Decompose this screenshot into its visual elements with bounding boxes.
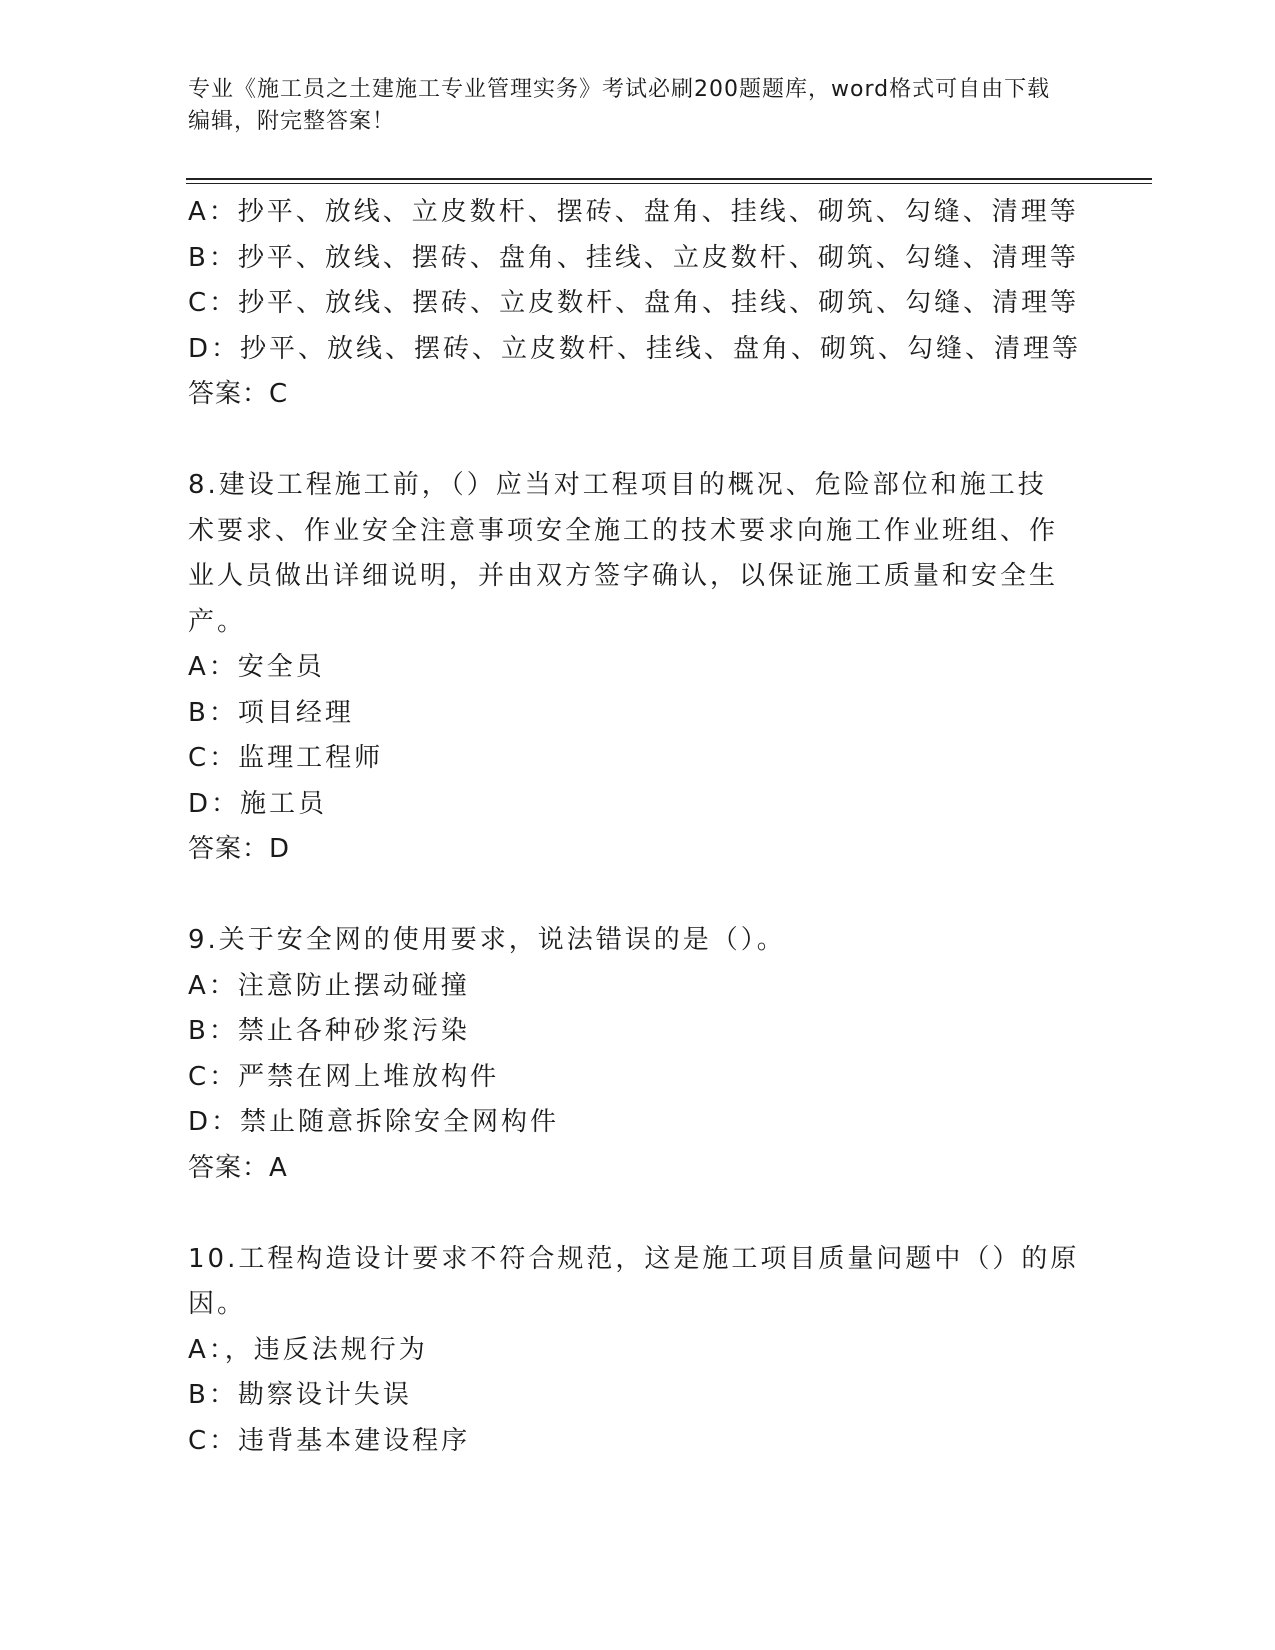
answer: 答案：A [188,1152,288,1183]
option-b: B：抄平、放线、摆砖、盘角、挂线、立皮数杆、砌筑、勾缝、清理等 [188,242,1079,273]
option-c: C：监理工程师 [188,743,384,773]
question-stem-line: 10.工程构造设计要求不符合规范，这是施工项目质量问题中（）的原 [188,1243,1080,1274]
spacer [188,1191,1088,1237]
question-10 [188,1237,1088,1465]
header-rule-thick [186,178,1152,180]
option-c: C：违背基本建设程序 [188,1425,471,1456]
question-8 [188,463,1088,873]
question-stem-line: 业人员做出详细说明，并由双方签字确认，以保证施工质量和安全生 [188,561,1059,591]
question-stem-line: 因。 [188,1289,247,1319]
question-7 [188,190,1088,418]
option-d: D：抄平、放线、摆砖、立皮数杆、挂线、盘角、砌筑、勾缝、清理等 [188,333,1082,364]
spacer [188,418,1088,464]
option-c: C：严禁在网上堆放构件 [188,1061,500,1092]
option-b: B：禁止各种砂浆污染 [188,1016,470,1046]
option-a: A：安全员 [188,652,325,682]
option-d: D：禁止随意拆除安全网构件 [188,1107,560,1137]
option-b: B：勘察设计失误 [188,1380,412,1410]
option-a: A：注意防止摆动碰撞 [188,970,470,1001]
question-stem-line: 8.建设工程施工前，（）应当对工程项目的概况、危险部位和施工技 [188,470,1047,500]
option-c: C：抄平、放线、摆砖、立皮数杆、盘角、挂线、砌筑、勾缝、清理等 [188,288,1080,318]
option-a: A：，违反法规行为 [188,1334,428,1365]
header-rule-thin [186,183,1152,184]
question-9 [188,918,1088,1191]
answer: 答案：D [188,834,291,864]
option-a: A：抄平、放线、立皮数杆、摆砖、盘角、挂线、砌筑、勾缝、清理等 [188,197,1079,227]
option-b: B：项目经理 [188,697,354,728]
question-content [188,190,1088,1464]
spacer [188,873,1088,919]
question-stem-line: 9.关于安全网的使用要求，说法错误的是（）。 [188,925,786,955]
question-stem-line: 术要求、作业安全注意事项安全施工的技术要求向施工作业班组、作 [188,515,1059,546]
document-header: 专业《施工员之土建施工专业管理实务》考试必刷200题题库，word格式可自由下载编辑，附完整答案！ [188,77,1051,134]
question-stem-line: 产。 [188,606,247,637]
option-d: D：施工员 [188,788,328,819]
answer: 答案：C [188,379,289,409]
